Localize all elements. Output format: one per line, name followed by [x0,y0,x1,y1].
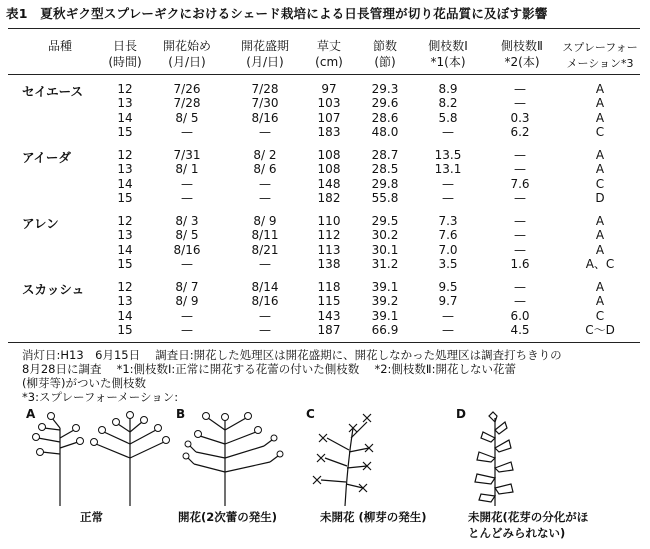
table-cell: 8.2 [438,96,458,111]
table-cell: — [181,191,193,206]
table-cell: 5.8 [438,110,458,125]
table-cell: 148 [317,176,341,191]
diagram-label-c: C [306,407,315,421]
table-cell: — [259,176,271,191]
table-cell: 8/ 1 [175,162,199,177]
table-cell: A [595,280,605,294]
table-cell: 7/30 [251,96,279,111]
table-cell: 12 [117,280,133,294]
table-cell: 48.0 [371,125,399,140]
table-cell: 28.6 [371,110,399,125]
table-cell: 12 [117,214,133,228]
table-cell: — [514,214,526,228]
table-cell: 30.1 [371,242,399,257]
table-cell: 30.2 [371,228,399,243]
table-cell: 115 [317,294,341,309]
table-cell: 39.1 [371,280,399,294]
caption-d-2: とんどみられない) [468,526,566,540]
diagram-label-a: A [26,407,36,421]
variety-name: アイーダ [22,150,71,165]
table-cell: 7/26 [173,82,201,96]
table-cell: — [514,294,526,309]
table-cell: — [514,162,526,177]
table-cell: — [181,176,193,191]
table-cell: A [595,242,605,257]
header-daylength-unit: (時間) [108,55,142,69]
caption-b: 開花(2次蕾の発生) [178,510,278,524]
table-cell: — [514,148,526,162]
table-cell: 6.0 [510,308,530,323]
table-cell: 108 [317,162,341,177]
caption-c: 未開花 (柳芽の発生) [320,510,427,524]
table-cell: 118 [317,280,341,294]
table-cell: 55.8 [371,191,399,206]
table-cell: 14 [117,242,133,257]
table-cell: 8/14 [251,280,279,294]
header-side1-unit: *1(本) [430,55,466,69]
diagram-a-normal-spray [30,408,180,508]
table-cell: 13 [117,162,133,177]
header-side2: 側枝数Ⅱ [501,39,543,53]
table-header-rule [8,74,640,75]
table-cell: 8/ 5 [175,110,199,125]
table-cell: 138 [317,257,341,272]
table-cell: C [595,176,605,191]
table-cell: 110 [317,214,341,228]
table-cell: — [181,308,193,323]
table-cell: C [595,308,605,323]
table-cell: 7.6 [438,228,458,243]
table-cell: 8/16 [251,110,279,125]
table-cell: — [259,125,271,140]
diagram-c-crown-buds [305,408,415,508]
table-cell: D [595,191,605,206]
table-cell: 182 [317,191,341,206]
table-cell: — [442,176,454,191]
variety-name: アレン [22,216,59,231]
table-cell: 7/31 [173,148,201,162]
table-cell: C [595,125,605,140]
table-cell: 103 [317,96,341,111]
table-cell: 0.3 [510,110,530,125]
table-cell: 108 [317,148,341,162]
table-cell: 8.9 [438,82,458,96]
table-cell: 112 [317,228,341,243]
table-cell: 31.2 [371,257,399,272]
table-cell: 28.5 [371,162,399,177]
table-cell: 14 [117,308,133,323]
table-cell: 28.7 [371,148,399,162]
table-cell: 1.6 [510,257,530,272]
diagram-d-vegetative [455,408,565,508]
table-cell: 9.7 [438,294,458,309]
table-cell: A [595,228,605,243]
note-line-3: (柳芽等)がついた側枝数 [22,376,146,390]
table-cell: 7.6 [510,176,530,191]
table-cell: — [181,257,193,272]
table-cell: 143 [317,308,341,323]
table-cell: A、C [585,257,615,272]
table-cell: A [595,148,605,162]
table-top-rule [8,28,640,29]
table-cell: — [181,125,193,140]
table-cell: 8/16 [251,294,279,309]
table-cell: A [595,96,605,111]
table-cell: A [595,162,605,177]
note-line-2: 8月28日に調査 *1:側枝数Ⅰ:正常に開花する花蕾の付いた側枝数 *2:側枝数Ⅱ:開花しない花蕾 [22,362,516,376]
table-cell: — [442,323,454,338]
table-cell: — [259,257,271,272]
table-cell: 6.2 [510,125,530,140]
table-cell: 107 [317,110,341,125]
table-cell: 13 [117,294,133,309]
table-cell: 97 [321,82,337,96]
note-line-4: *3:スプレーフォーメーション: [22,390,179,404]
table-cell: 3.5 [438,257,458,272]
table-cell: — [514,228,526,243]
table-cell: 15 [117,323,133,338]
table-cell: A [595,294,605,309]
table-cell: 7/28 [173,96,201,111]
table-cell: A [595,214,605,228]
table-cell: 14 [117,176,133,191]
table-cell: — [442,308,454,323]
table-cell: A [595,82,605,96]
header-side1: 側枝数Ⅰ [428,39,468,53]
table-cell: — [259,323,271,338]
table-cell: A [595,110,605,125]
table-cell: — [514,242,526,257]
header-nodes: 節数 [372,39,397,53]
header-spray-2: メーション*3 [566,57,634,70]
diagram-label-b: B [176,407,186,421]
table-cell: 29.5 [371,214,399,228]
table-cell: 8/11 [251,228,279,243]
caption-a: 正常 [80,510,103,524]
table-cell: 7.0 [438,242,458,257]
table-cell: 14 [117,110,133,125]
table-cell: 7/28 [251,82,279,96]
variety-name: スカッシュ [22,282,85,297]
variety-name: セイエース [22,84,84,99]
table-cell: 12 [117,82,133,96]
header-bloom-peak: 開花盛期 [240,39,289,53]
table-cell: 8/ 6 [253,162,277,177]
header-daylength: 日長 [112,39,137,53]
table-cell: 8/ 7 [175,280,199,294]
table-cell: 7.3 [438,214,458,228]
table-cell: 15 [117,125,133,140]
table-title: 表1 夏秋ギク型スプレーギクにおけるシェード栽培による日長管理が切り花品質に及ぼす影響 [6,6,548,21]
table-cell: 12 [117,148,133,162]
table-cell: 4.5 [510,323,530,338]
table-cell: 13 [117,96,133,111]
table-cell: 8/ 9 [175,294,199,309]
table-cell: 9.5 [438,280,458,294]
table-cell: 15 [117,191,133,206]
table-cell: 29.3 [371,82,399,96]
table-cell: 39.2 [371,294,399,309]
diagram-label-d: D [456,407,466,421]
caption-d-1: 未開花(花芽の分化がほ [468,510,589,524]
header-spray: スプレーフォー [562,41,638,54]
table-cell: 8/ 9 [253,214,277,228]
table-cell: 39.1 [371,308,399,323]
table-cell: 8/16 [173,242,201,257]
header-height-unit: (cm) [315,55,343,69]
table-cell: — [442,191,454,206]
table-bottom-rule [8,342,640,343]
table-cell: 13 [117,228,133,243]
table-cell: 113 [317,242,341,257]
table-cell: 13.1 [434,162,462,177]
table-cell: C〜D [585,323,615,338]
header-bloom-start-unit: (月/日) [168,55,206,69]
table-cell: 29.8 [371,176,399,191]
header-variety: 品種 [47,39,72,53]
table-cell: 13.5 [434,148,462,162]
table-cell: 8/ 3 [175,214,199,228]
table-cell: 29.6 [371,96,399,111]
table-cell: 15 [117,257,133,272]
table-cell: 8/ 2 [253,148,277,162]
header-height: 草丈 [316,39,341,53]
table-cell: — [181,323,193,338]
header-bloom-peak-unit: (月/日) [246,55,284,69]
table-cell: — [514,280,526,294]
table-cell: — [259,308,271,323]
table-cell: — [514,96,526,111]
table-cell: — [514,82,526,96]
table-cell: 187 [317,323,341,338]
table-cell: 66.9 [371,323,399,338]
header-bloom-start: 開花始め [162,39,211,53]
header-side2-unit: *2(本) [504,55,540,69]
diagram-b-secondary-buds [180,408,290,508]
table-cell: — [514,191,526,206]
note-line-1: 消灯日:H13 6月15日 調査日:開花した処理区は開花盛期に、開花しなかった処理区は調査打ちきりの [22,348,562,362]
table-cell: 8/ 5 [175,228,199,243]
table-cell: — [259,191,271,206]
header-nodes-unit: (節) [374,55,396,69]
table-cell: 183 [317,125,341,140]
table-cell: 8/21 [251,242,279,257]
table-cell: — [442,125,454,140]
